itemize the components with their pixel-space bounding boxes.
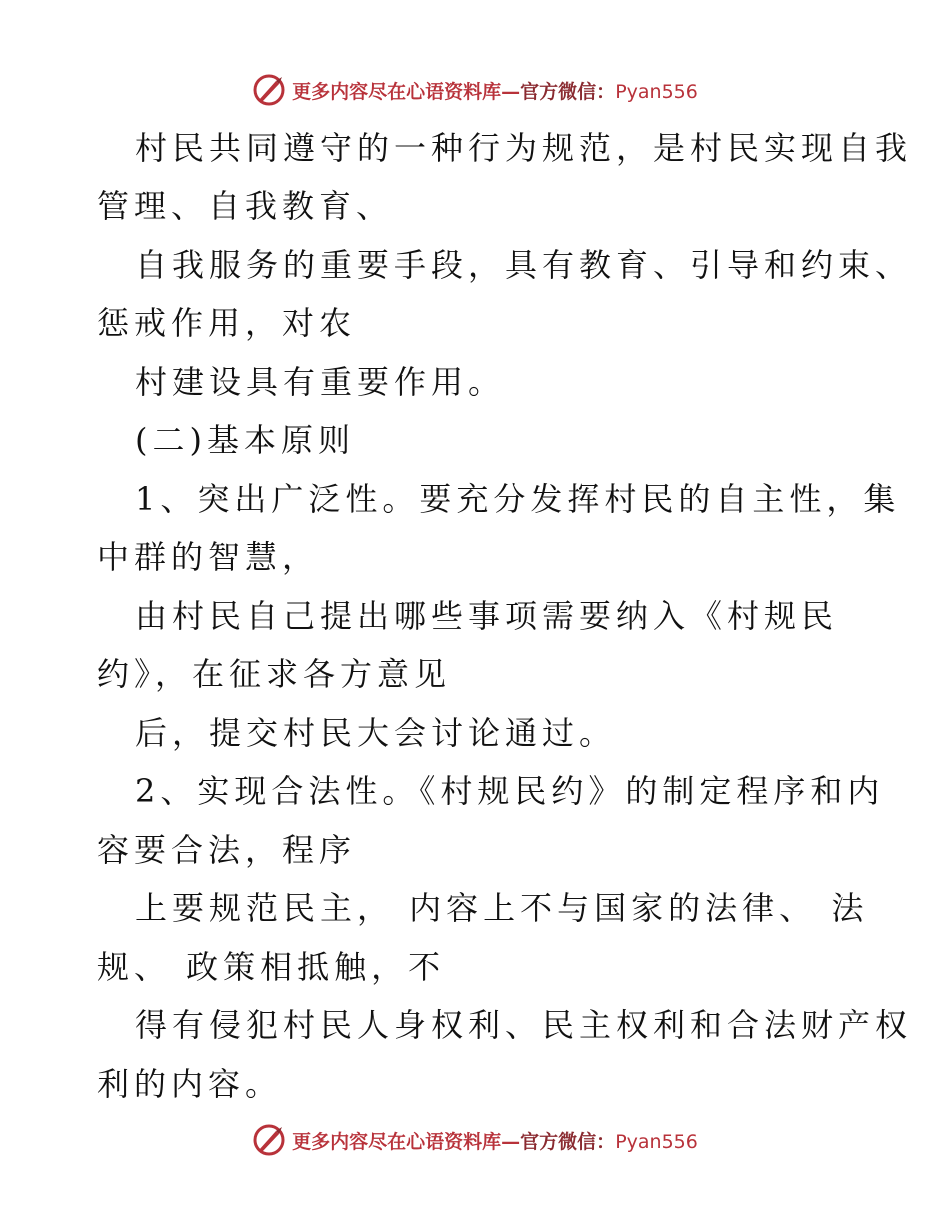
footer-banner-wechat-id: Pyan556 bbox=[615, 1130, 698, 1153]
quill-logo-icon bbox=[252, 1123, 286, 1157]
body-line: 得有侵犯村民人身权利、民主权利和合法财产权 bbox=[135, 1006, 913, 1044]
body-line: 利的内容。 bbox=[97, 1065, 283, 1103]
body-line: 规、 政策相抵触，不 bbox=[97, 948, 446, 986]
body-line: 惩戒作用，对农 bbox=[97, 304, 357, 342]
footer-banner-text bbox=[292, 1127, 698, 1154]
header-banner-wechat-label: 官方微信： bbox=[520, 80, 616, 103]
body-line: 容要合法，程序 bbox=[97, 831, 357, 869]
body-line: 1、突出广泛性。要充分发挥村民的自主性，集 bbox=[135, 480, 901, 518]
footer-banner-dash: — bbox=[501, 1130, 521, 1153]
body-line: 村建设具有重要作用。 bbox=[135, 363, 506, 401]
quill-logo-icon bbox=[252, 73, 286, 107]
body-line: 2、实现合法性。《村规民约》的制定程序和内 bbox=[135, 772, 885, 810]
header-banner-main: 更多内容尽在心语资料库 bbox=[292, 80, 502, 103]
header-banner-text bbox=[292, 77, 698, 104]
body-line: 村民共同遵守的一种行为规范，是村民实现自我 bbox=[135, 129, 913, 167]
body-line: 管理、自我教育、 bbox=[97, 187, 394, 225]
header-banner-wechat-id: Pyan556 bbox=[615, 80, 698, 103]
section-heading: (二)基本原则 bbox=[135, 421, 355, 459]
body-line: 上要规范民主， 内容上不与国家的法律、 法 bbox=[135, 889, 869, 927]
body-line: 由村民自己提出哪些事项需要纳入《村规民 bbox=[135, 597, 839, 635]
footer-watermark-banner bbox=[0, 1120, 950, 1160]
header-watermark-banner bbox=[0, 70, 950, 110]
body-line: 自我服务的重要手段，具有教育、引导和约束、 bbox=[135, 246, 913, 284]
footer-banner-wechat-label: 官方微信： bbox=[520, 1130, 616, 1153]
header-banner-dash: — bbox=[501, 80, 521, 103]
body-line: 后，提交村民大会讨论通过。 bbox=[135, 714, 617, 752]
body-line: 中群的智慧， bbox=[97, 538, 320, 576]
body-line: 约》，在征求各方意见 bbox=[97, 655, 452, 693]
footer-banner-main: 更多内容尽在心语资料库 bbox=[292, 1130, 502, 1153]
